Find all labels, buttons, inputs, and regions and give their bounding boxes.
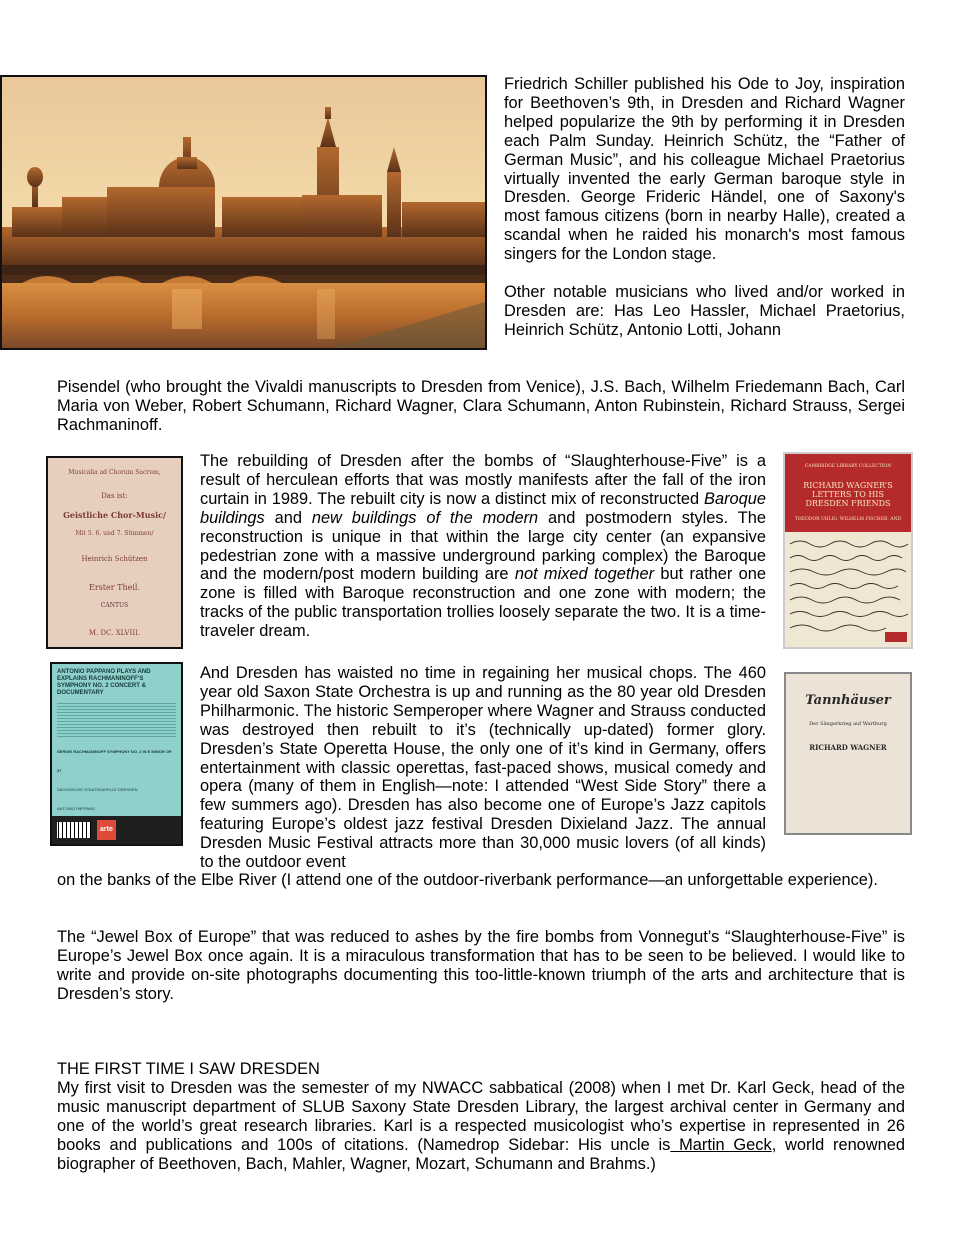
dresden-skyline-illustration xyxy=(2,77,485,348)
chops-paragraph-top xyxy=(200,664,766,872)
section-heading: THE FIRST TIME I SAW DRESDEN xyxy=(57,1060,320,1078)
chops-text-a: And Dresden has waisted no time in regaining her musical chops. The 460 year old Saxon State Orchestra is up and running as the 80 year old Dresden Philharmonic. The historic Semperoper where Wagner and Strauss conducted was destroyed then rebuilt to it’s (technically up-dated) former glory. Dresden’s State Operetta House, the only one of it’s kind in Germany, offers entertainment with classic operettas, fast-paced shows, musical comedy and opera (many of them in English—note: I attended “West Side Story” there a few summers ago). Dresden has also become one of Europe’s Jazz capitols featuring Europe’s oldest jazz festival Dresden Dixieland Jazz. The annual Dresden Music Festival attracts more than 30,000 music lovers (of all kinds) to the outdoor event xyxy=(200,664,766,872)
pappano-dvd-cover xyxy=(50,662,183,846)
jewel-box-paragraph xyxy=(57,928,905,1004)
chops-text-b: on the banks of the Elbe River (I attend one of the outdoor-riverbank performance—an unforgettable experience). xyxy=(57,871,878,889)
first-time-text: My first visit to Dresden was the semester of my NWACC sabbatical (2008) when I met Dr. Karl Geck, head of the music manuscript department of SLUB Saxony State Dresden Library, the largest archival center in Germany and one of the world’s great research libraries. Karl is a respected musicologist who’s expertise in represented in 26 books and publications and 100s of citations. (Namedrop Sidebar: His uncle is xyxy=(57,1078,905,1154)
cantus-line-5: Heinrich Schützen xyxy=(81,554,148,563)
rebuild-text-2: and xyxy=(264,508,312,527)
tannhauser-subtitle: Der Sängerkrieg auf Wartburg xyxy=(809,720,887,727)
dresden-skyline-image xyxy=(0,75,487,350)
jewel-text: The “Jewel Box of Europe” that was reduced to ashes by the fire bombs from Vonnegut’s “Slaughterhouse-Five” is Europe’s Jewel Box once again. It is a miraculous transformation that has to be seen to be believed. I would like to write and provide on-site photographs documenting this too-little-known triumph of the arts and architecture that is Dresden’s story. xyxy=(57,928,905,1003)
rebuild-text-4: but rather one zone is filled with Baroque reconstruction and one zone with modern; the tracks of the public transportation trollies loosely separate the two. It is a time-traveler dream. xyxy=(200,565,766,641)
barcode-icon xyxy=(57,822,91,838)
cantus-title-page-image xyxy=(46,456,183,649)
cantus-line-3: Geistliche Chor-Music/ xyxy=(63,509,166,520)
pappano-subtitle-1: SERGEI RACHMANINOFF SYMPHONY NO. 2 IN E MINOR OP. 27 xyxy=(57,749,173,773)
intro-paragraph xyxy=(504,75,905,340)
pappano-title: ANTONIO PAPPANO PLAYS AND EXPLAINS RACHMANINOFF’S SYMPHONY NO. 2 CONCERT & DOCUMENTARY xyxy=(57,669,151,696)
cantus-line-4: Mit 5. 6. und 7. Stimmen/ xyxy=(75,529,154,537)
rebuild-paragraph xyxy=(200,452,766,641)
first-time-tail: , world renowned biographer of Beethoven, Bach, Mahler, Wagner, Mozart, Schumann and Brahms.) xyxy=(57,1135,905,1173)
notable-musicians-text: Pisendel (who brought the Vivaldi manuscripts to Dresden from Venice), J.S. Bach, Wilhelm Friedemann Bach, Carl Maria von Weber, Robert Schumann, Richard Wagner, Clara Schumann, Anton Rubinstein, Richard Strauss, Sergei Rachmaninoff. xyxy=(57,378,905,434)
rebuild-text-3: and postmodern styles. The reconstruction is unique in that within the large city center (an expansive pedestrian zone with a massive underground parking complex) the Baroque and the modern/post modern building are xyxy=(200,508,767,584)
cantus-line-7: CANTUS xyxy=(100,602,129,610)
pappano-subtitle-3: ANTONIO PAPPANO xyxy=(57,805,96,811)
letters-translator: TRANSLATED BY J.S. SHEDLOCK xyxy=(813,556,883,562)
rebuild-italic-1: Baroque buildings xyxy=(200,489,766,527)
letters-title: RICHARD WAGNER’S LETTERS TO HIS DRESDEN FRIENDS xyxy=(803,480,893,508)
tannhauser-score-cover xyxy=(784,672,912,835)
cantus-line-8: M. DC. XLVIII. xyxy=(88,629,141,638)
first-time-section xyxy=(57,1060,905,1173)
tannhauser-composer: RICHARD WAGNER xyxy=(809,742,887,752)
intro-text: Friedrich Schiller published his Ode to Joy, inspiration for Beethoven’s 9th, in Dresden and Richard Wagner helped popularize the 9th by performing it in Dresden each Palm Sunday. Heinrich Schütz, the “Father of German Music”, and his colleague Michael Praetorius virtually invented the early German baroque style in Dresden. George Frideric Händel, one of Saxony's most famous citizens (born in nearby Halle), created a scandal when he raided his monarch's most famous singers for the London stage. xyxy=(504,75,905,264)
wagner-letters-book-cover xyxy=(783,452,913,649)
notable-musicians-paragraph xyxy=(57,378,905,435)
rebuild-italic-2: new buildings of the modern xyxy=(311,508,539,527)
arte-logo: arte xyxy=(97,820,116,841)
cantus-line-2: Das ist: xyxy=(101,491,128,500)
tannhauser-title: Tannhäuser xyxy=(805,693,891,708)
rebuild-text-1: The rebuilding of Dresden after the bombs of “Slaughterhouse-Five” is a result of herculean efforts that was mostly manifests after the fall of the iron curtain in 1989. The rebuilt city is now a distinct mix of reconstructed xyxy=(200,452,766,508)
cantus-line-6: Erster Theil. xyxy=(89,582,140,592)
notable-musicians-start: Other notable musicians who lived and/or worked in Dresden are: Has Leo Hassler, Michael Praetorius, Heinrich Schütz, Antonio Lotti, Johann xyxy=(504,283,905,339)
chops-paragraph-bottom xyxy=(57,871,905,890)
pappano-subtitle-2: SÄCHSISCHE STAATSKAPELLE DRESDEN xyxy=(57,786,138,792)
rebuild-italic-3: not mixed together xyxy=(514,565,655,584)
letters-series: CAMBRIDGE LIBRARY COLLECTION xyxy=(804,464,892,469)
handwriting-illustration xyxy=(785,532,911,647)
cantus-line-1: Musicalia ad Chorum Sacrum, xyxy=(68,469,161,476)
letters-names: THEODOR UHLIG, WILHELM FISCHER, AND FERDINAND HEINE xyxy=(794,516,902,541)
martin-geck-link[interactable]: Martin Geck xyxy=(670,1135,772,1154)
